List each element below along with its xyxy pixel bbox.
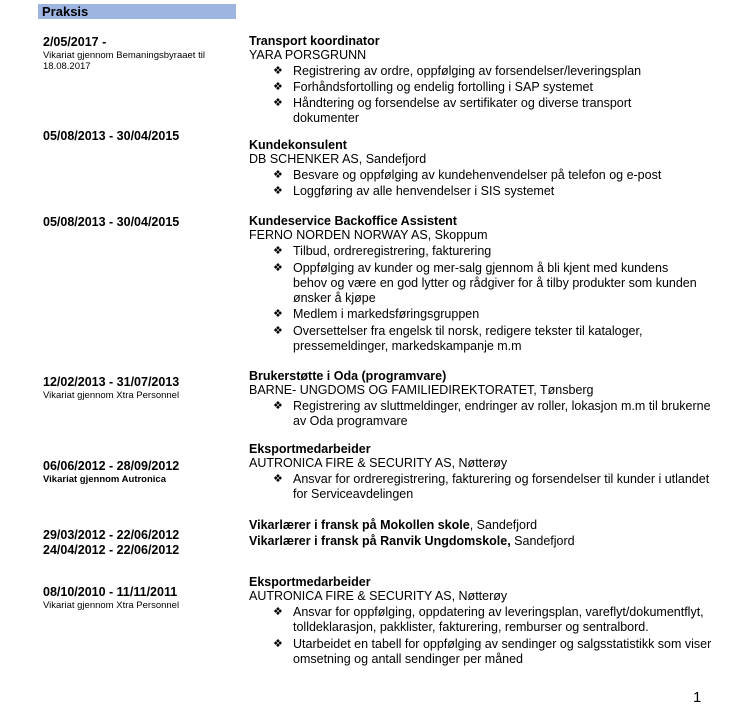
company-name: YARA PORSGRUNN [249,48,367,62]
entry-details [249,442,710,502]
task-item: ❖ Oppfølging av kunder og mer-salg gjennom å bli kjent med kundens behov og være en god lytter og rådgiver for å tilby produkter som kunden ønsker å kjøpe [273,261,697,305]
task-list [249,244,699,354]
diamond-bullet-icon: ❖ [273,638,283,650]
job-title: Eksportmedarbeider [249,575,371,589]
entry-date: 06/06/2012 - 28/09/2012 [43,459,180,473]
company-name: BARNE- UNGDOMS OG FAMILIEDIREKTORATET, Tønsberg [249,383,594,397]
company-name: AUTRONICA FIRE & SECURITY AS, Nøtterøy [249,589,508,603]
job-title: Vikarlærer i fransk på Mokollen skole, Sandefjord [249,518,538,532]
task-list [249,399,711,429]
diamond-bullet-icon: ❖ [273,400,283,412]
entry-date-column [43,35,243,72]
entry-date-column [43,585,243,611]
task-item: ❖ Ansvar for ordreregistrering, fakturering og forsendelser til kunder i utlandet for Serviceavdelingen [273,472,710,501]
task-list [249,64,699,126]
entry-details [249,138,699,199]
entry-date: 29/03/2012 - 22/06/2012 [43,528,180,542]
task-item: ❖ Oversettelser fra engelsk til norsk, redigere tekster til kataloger, pressemeldinger, markedskampanje m.m [273,324,643,353]
entry-date: 2/05/2017 - [43,35,107,49]
diamond-bullet-icon: ❖ [273,245,283,257]
task-item: ❖ Registrering av ordre, oppfølging av forsendelser/leveringsplan [273,64,642,78]
task-item: ❖ Registrering av sluttmeldinger, endringer av roller, lokasjon m.m til brukerne av Oda programvare [273,399,711,428]
entry-date: 05/08/2013 - 30/04/2015 [43,215,180,229]
diamond-bullet-icon: ❖ [273,473,283,485]
job-place: Sandefjord [510,534,575,548]
job-title: Eksportmedarbeider [249,442,371,456]
diamond-bullet-icon: ❖ [273,81,283,93]
diamond-bullet-icon: ❖ [273,65,283,77]
section-header-praksis: Praksis [38,4,236,19]
entry-date-column [43,459,243,485]
page-number: 1 [693,689,702,706]
job-title: Vikarlærer i fransk på Ranvik Ungdomskole, Sandefjord [249,534,575,548]
entry-note: Vikariat gjennom Xtra Personnel [43,600,180,611]
entry-details [249,369,711,429]
task-item: ❖ Forhåndsfortolling og endelig fortolling i SAP systemet [273,80,593,94]
entry-details [249,214,699,354]
task-item: ❖ Håndtering og forsendelse av sertifikater og diverse transport dokumenter [273,96,632,125]
company-name: AUTRONICA FIRE & SECURITY AS, Nøtterøy [249,456,508,470]
diamond-bullet-icon: ❖ [273,185,283,197]
entry-date-column [43,129,243,144]
entry-details [249,517,699,549]
job-place: , Sandefjord [469,518,538,532]
task-item: ❖ Utarbeidet en tabell for oppfølging av sendinger og salgsstatistikk som viser omsetning og antall sendinger per måned [273,637,712,666]
task-list [249,168,699,199]
diamond-bullet-icon: ❖ [273,325,283,337]
task-item: ❖ Tilbud, ordreregistrering, fakturering [273,244,492,258]
job-title: Brukerstøtte i Oda (programvare) [249,369,447,383]
entry-details [249,575,712,667]
job-title: Kundekonsulent [249,138,347,152]
job-title: Transport koordinator [249,34,380,48]
entry-note: Vikariat gjennom Xtra Personnel [43,390,180,401]
task-item: ❖ Medlem i markedsføringsgruppen [273,307,480,321]
task-item: ❖ Loggføring av alle henvendelser i SIS systemet [273,184,555,198]
entry-details [249,34,699,126]
entry-date: 24/04/2012 - 22/06/2012 [43,543,180,557]
entry-date-column [43,215,243,230]
entry-date-column [43,528,243,558]
diamond-bullet-icon: ❖ [273,606,283,618]
task-item: ❖ Ansvar for oppfølging, oppdatering av leveringsplan, vareflyt/dokumentflyt, tolldeklarasjon, pakklister, fakturering, remburser og sentralbord. [273,605,704,634]
company-name: FERNO NORDEN NORWAY AS, Skoppum [249,228,488,242]
diamond-bullet-icon: ❖ [273,308,283,320]
task-list [249,472,710,502]
task-list [249,605,712,667]
task-item: ❖ Besvare og oppfølging av kundehenvendelser på telefon og e-post [273,168,662,182]
entry-note: Vikariat gjennom Bemaningsbyraaet til 18.08.2017 [43,50,205,72]
company-name: DB SCHENKER AS, Sandefjord [249,152,427,166]
diamond-bullet-icon: ❖ [273,169,283,181]
diamond-bullet-icon: ❖ [273,97,283,109]
entry-date: 12/02/2013 - 31/07/2013 [43,375,180,389]
job-title: Kundeservice Backoffice Assistent [249,214,457,228]
entry-note: Vikariat gjennom Autronica [43,474,166,485]
entry-date-column [43,375,243,401]
diamond-bullet-icon: ❖ [273,262,283,274]
entry-date: 05/08/2013 - 30/04/2015 [43,129,180,143]
entry-date: 08/10/2010 - 11/11/2011 [43,585,178,599]
